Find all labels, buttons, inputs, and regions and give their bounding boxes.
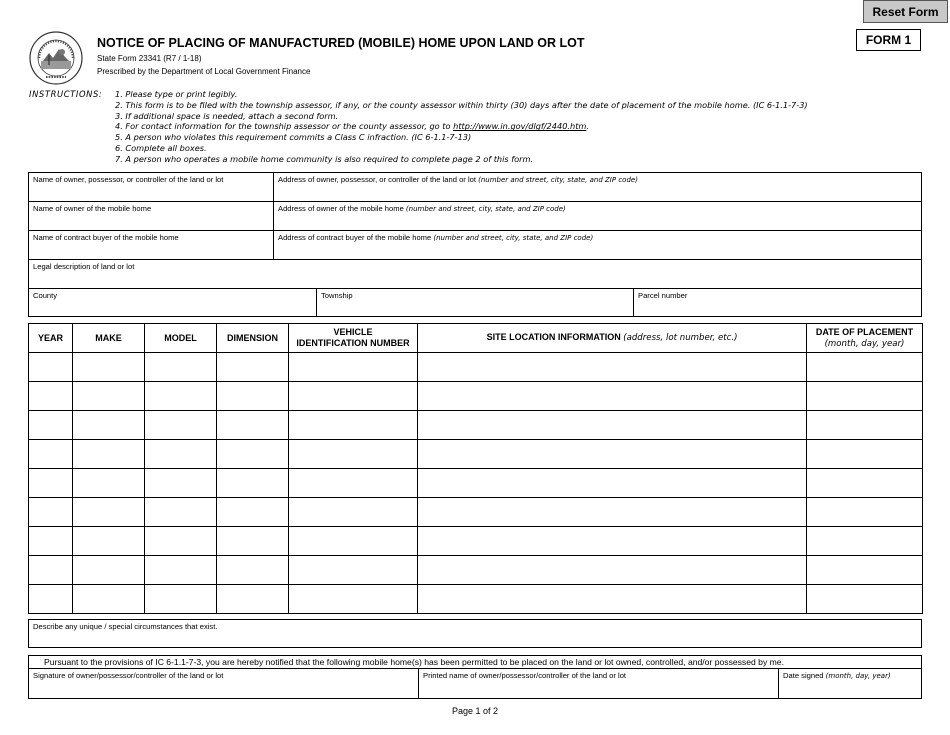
table-row [29,469,923,498]
buyer-name-field[interactable] [29,231,274,260]
table-cell[interactable] [217,411,289,440]
table-cell[interactable] [289,527,418,556]
table-row [29,411,923,440]
table-cell[interactable] [29,353,73,382]
county-label: County [33,291,58,300]
parcel-number-field[interactable] [634,289,921,316]
table-cell[interactable] [289,353,418,382]
state-form-number: State Form 23341 (R7 / 1-18) [97,54,202,63]
table-cell[interactable] [289,498,418,527]
instruction-item: 7. A person who operates a mobile home community is also required to complete page 2 of this form. [115,153,534,164]
table-cell[interactable] [29,556,73,585]
home-owner-address-label: Address of owner of the mobile home (number and street, city, state, and ZIP code) [278,204,566,213]
col-vin-header: VEHICLE IDENTIFICATION NUMBER [289,324,418,353]
special-circumstances-label: Describe any unique / special circumstances that exist. [33,622,218,631]
table-cell[interactable] [418,353,807,382]
instructions-list [115,89,808,165]
buyer-address-label: Address of contract buyer of the mobile home (number and street, city, state, and ZIP code) [278,233,594,242]
table-row [29,382,923,411]
table-cell[interactable] [73,440,145,469]
table-cell[interactable] [145,440,217,469]
table-cell[interactable] [217,527,289,556]
table-cell[interactable] [807,411,923,440]
table-cell[interactable] [73,411,145,440]
reset-form-button[interactable]: Reset Form [863,0,948,23]
table-cell[interactable] [418,585,807,614]
table-cell[interactable] [145,527,217,556]
table-cell[interactable] [217,556,289,585]
table-cell[interactable] [418,411,807,440]
state-seal-icon [29,31,83,85]
table-cell[interactable] [807,556,923,585]
table-cell[interactable] [29,527,73,556]
page-number: Page 1 of 2 [451,706,499,716]
form-number-badge: FORM 1 [856,29,921,51]
table-cell[interactable] [145,498,217,527]
table-cell[interactable] [217,585,289,614]
table-row [29,353,923,382]
buyer-address-field[interactable] [274,231,921,260]
col-dimension-header: DIMENSION [217,324,289,353]
col-site-header: SITE LOCATION INFORMATION (address, lot number, etc.) [418,324,807,353]
table-cell[interactable] [73,469,145,498]
table-cell[interactable] [289,411,418,440]
table-cell[interactable] [807,353,923,382]
table-cell[interactable] [29,411,73,440]
table-cell[interactable] [217,498,289,527]
legal-description-field[interactable] [29,260,921,289]
table-row [29,527,923,556]
table-cell[interactable] [807,382,923,411]
table-cell[interactable] [29,382,73,411]
home-owner-name-field[interactable] [29,202,274,231]
table-cell[interactable] [73,585,145,614]
table-row [29,498,923,527]
notice-statement: Pursuant to the provisions of IC 6-1.1-7-3, you are hereby notified that the following mobile home(s) has been permitted to be placed on the land or lot owned, controlled, and/or possessed by me. [28,655,922,668]
table-cell[interactable] [807,527,923,556]
table-cell[interactable] [807,469,923,498]
instruction-item: 2. This form is to be filed with the township assessor, if any, or the county assessor within thirty (30) days after the date of placement of the mobile home. (IC 6-1.1-7-3) [115,99,808,110]
signature-label: Signature of owner/possessor/controller of the land or lot [33,671,224,680]
table-cell[interactable] [807,498,923,527]
table-cell[interactable] [418,498,807,527]
table-cell[interactable] [29,585,73,614]
home-owner-name-label: Name of owner of the mobile home [33,204,152,213]
owner-info-block [28,172,922,317]
table-cell[interactable] [418,469,807,498]
table-cell[interactable] [73,527,145,556]
table-cell[interactable] [29,440,73,469]
table-cell[interactable] [145,585,217,614]
col-make-header: MAKE [73,324,145,353]
signature-field[interactable] [29,669,419,698]
form-title: NOTICE OF PLACING OF MANUFACTURED (MOBILE) HOME UPON LAND OR LOT [97,36,585,50]
table-cell[interactable] [73,353,145,382]
table-cell[interactable] [29,469,73,498]
buyer-name-label: Name of contract buyer of the mobile home [33,233,179,242]
printed-name-field[interactable] [419,669,779,698]
table-cell[interactable] [289,440,418,469]
table-cell[interactable] [145,411,217,440]
table-cell[interactable] [145,382,217,411]
signature-block [28,668,922,699]
mobile-home-table [28,323,923,614]
land-owner-address-label: Address of owner, possessor, or controller of the land or lot (number and street, city, state, and ZIP code) [278,175,638,184]
instruction-item: 4. For contact information for the township assessor or the county assessor, go to http://www.in.gov/dlgf/2440.htm. [115,121,589,132]
table-row [29,556,923,585]
table-cell[interactable] [289,585,418,614]
instructions-label: INSTRUCTIONS: [29,89,103,99]
land-owner-name-label: Name of owner, possessor, or controller of the land or lot [33,175,224,184]
table-cell[interactable] [73,498,145,527]
legal-description-label: Legal description of land or lot [33,262,135,271]
prescribed-by: Prescribed by the Department of Local Government Finance [97,67,311,76]
table-cell[interactable] [29,498,73,527]
table-cell[interactable] [289,469,418,498]
table-cell[interactable] [418,556,807,585]
table-cell[interactable] [217,469,289,498]
table-header-row [29,324,923,353]
instruction-item: 1. Please type or print legibly. [115,89,238,99]
table-cell[interactable] [418,440,807,469]
table-cell[interactable] [73,382,145,411]
table-cell[interactable] [145,469,217,498]
printed-name-label: Printed name of owner/possessor/controller of the land or lot [423,671,627,680]
dlgf-contact-link[interactable]: http://www.in.gov/dlgf/2440.htm [453,121,587,132]
land-owner-address-field[interactable] [274,173,921,202]
township-field[interactable] [317,289,634,316]
col-date-header: DATE OF PLACEMENT (month, day, year) [807,324,923,353]
table-cell[interactable] [145,556,217,585]
county-field[interactable] [29,289,317,316]
land-owner-name-field[interactable] [29,173,274,202]
table-cell[interactable] [418,382,807,411]
table-cell[interactable] [73,556,145,585]
table-cell[interactable] [145,353,217,382]
table-cell[interactable] [217,353,289,382]
township-label: Township [321,291,353,300]
table-row [29,585,923,614]
table-cell[interactable] [217,382,289,411]
table-row [29,440,923,469]
home-owner-address-field[interactable] [274,202,921,231]
table-cell[interactable] [289,556,418,585]
instruction-item: 6. Complete all boxes. [115,142,207,153]
table-cell[interactable] [807,585,923,614]
date-signed-field[interactable] [779,669,921,698]
instruction-item: 5. A person who violates this requirement commits a Class C infraction. (IC 6-1.1-7-13) [115,132,472,143]
table-cell[interactable] [807,440,923,469]
instruction-item: 3. If additional space is needed, attach a second form. [115,110,339,121]
parcel-number-label: Parcel number [638,291,688,300]
col-year-header: YEAR [29,324,73,353]
special-circumstances-field[interactable] [28,619,922,648]
col-model-header: MODEL [145,324,217,353]
date-signed-label: Date signed (month, day, year) [783,671,891,680]
table-cell[interactable] [418,527,807,556]
table-cell[interactable] [289,382,418,411]
table-cell[interactable] [217,440,289,469]
